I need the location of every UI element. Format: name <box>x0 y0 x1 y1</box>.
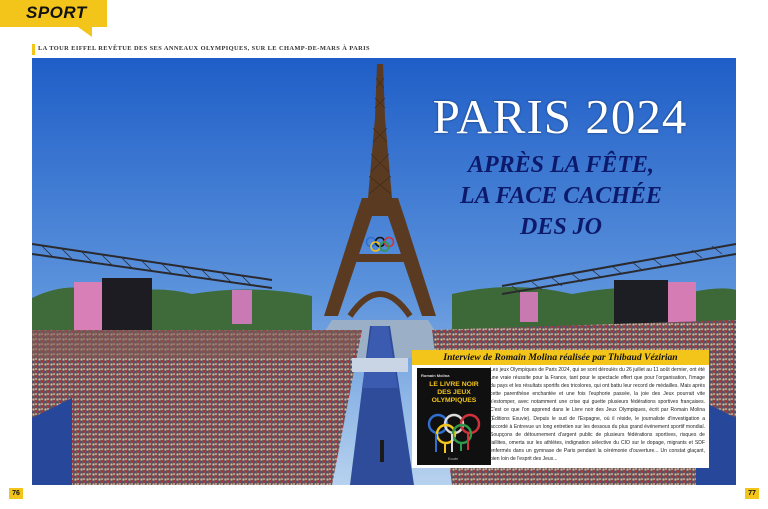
book-title-line: OLYMPIQUES <box>431 397 477 404</box>
interview-header-bar <box>412 350 709 365</box>
interview-box <box>412 350 709 468</box>
photo-caption: LA TOUR EIFFEL REVÊTUE DES SES ANNEAUX OLYMPIQUES, SUR LE CHAMP-DE-MARS À PARIS <box>38 45 370 52</box>
book-rings-icon <box>426 410 482 454</box>
subtitle-line: LA FACE CACHÉE <box>460 183 662 209</box>
section-tab-notch <box>78 27 92 37</box>
book-title <box>419 381 489 405</box>
subtitle-line: DES JO <box>519 214 603 240</box>
book-title-line: LE LIVRE NOIR <box>429 381 479 388</box>
subtitle-line: APRÈS LA FÊTE, <box>467 152 655 178</box>
headline-title: PARIS 2024 <box>432 89 688 144</box>
headline-subtitle <box>430 150 692 243</box>
caption-marker <box>32 44 35 55</box>
interview-header: Interview de Romain Molina réalisée par Thibaud Vézirian <box>443 352 678 363</box>
section-label: SPORT <box>26 3 87 22</box>
book-publisher: Exuvie <box>448 457 459 461</box>
book-author: Romain Molina <box>421 373 450 378</box>
interview-body: Les jeux Olympiques de Paris 2024, qui se sont déroulés du 26 juillet au 11 août dernier, ont été une vraie réussite pour la France, tant pour le spectacle offert que pour l'organisation, l'image du pays et les résultats sportifs des tricolores, qui ont battu leur record de médailles. Mais après cette parenthèse enchantée et une fois l'euphorie passée, la joie des Jeux pourrait vite s'estomper, avec notamment une crise qui guette plusieurs fédérations sportives françaises. C'est ce que l'on apprend dans le Livre noir des Jeux Olympiques, écrit par Romain Molina (Éditions Exuvie). Depuis le sud de l'Espagne, où il réside, le journaliste d'investigation a accordé à Entrevue un long entretien sur les dessous du plus grand événement sportif mondial. Soupçons de détournement d'argent public de plusieurs fédérations sportives, risques de faillites, omerta sur les athlètes, indignation sélective du CIO sur le dopage, migrants et SDF enfermés dans un gymnase de Paris pendant la cérémonie d'ouverture... Un constat glaçant, bien loin de l'esprit des Jeux... <box>490 367 705 463</box>
page-number-left: 76 <box>9 488 23 499</box>
book-title-line: DES JEUX <box>437 389 471 396</box>
page-number-right: 77 <box>745 488 759 499</box>
book-cover <box>417 368 491 465</box>
